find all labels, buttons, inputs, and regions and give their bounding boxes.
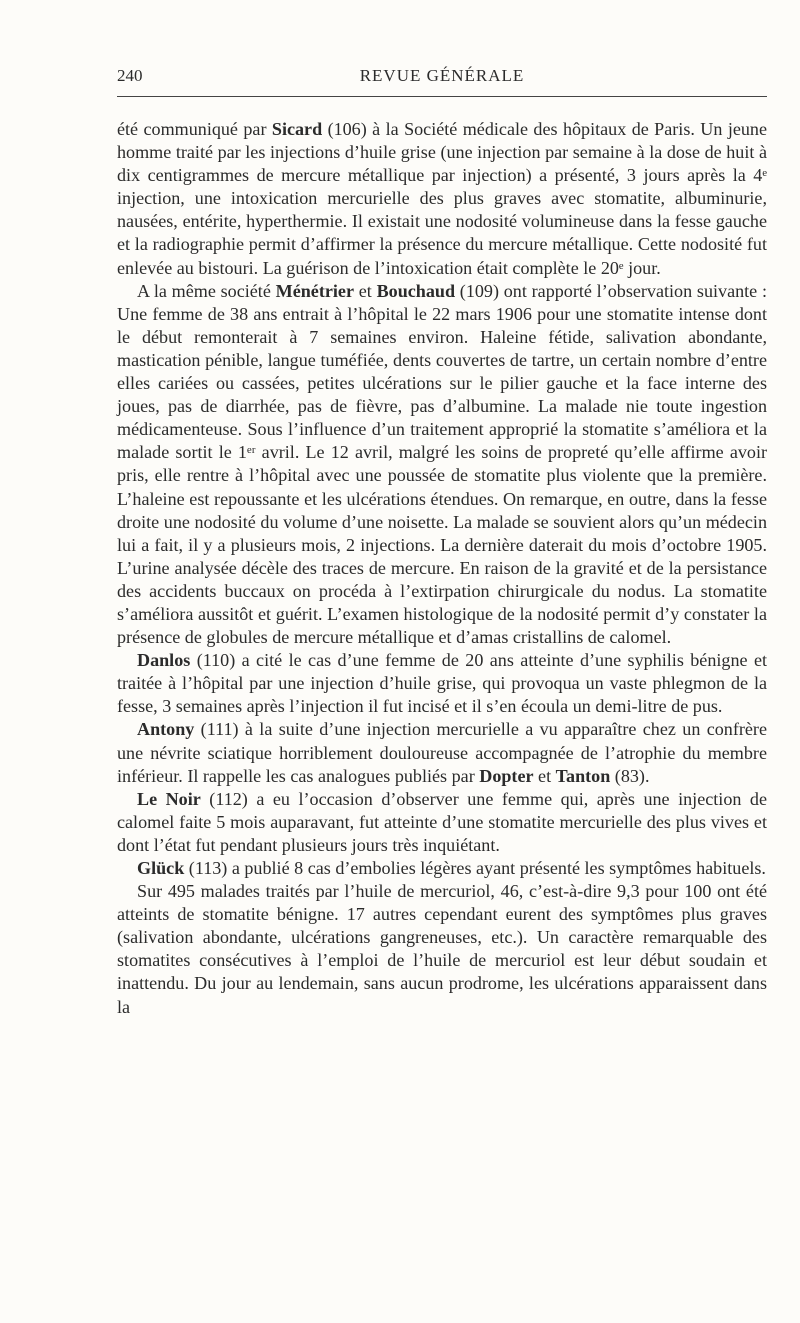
paragraph [117, 857, 767, 880]
paragraph [117, 118, 767, 280]
paragraph-text: A la même société [137, 280, 276, 301]
running-head: REVUE GÉNÉRALE [359, 66, 525, 85]
paragraph [117, 718, 767, 787]
author-name: Ménétrier [275, 280, 354, 301]
paragraph-text: et [533, 765, 556, 786]
author-name: Le Noir [137, 788, 201, 809]
paragraph-text: (109) ont rapporté l’observation suivante : Une femme de 38 ans entrait à l’hôpital le 22 mars 1906 pour une stomatite intense dont le début remonterait à 7 semaines environ. Haleine fétide, salivation abondante, mastication pénible, langue tuméfiée, dents couvertes de tartre, un certain nombre d’entre elles cariées ou cassées, petites ulcérations sur le pilier gauche et la face interne des joues, pas de diarrhée, pas de fièvre, pas d’albumine. La malade nie toute ingestion médicamenteuse. Sous l’influence d’un traitement approprié la stomatite s’améliora et la malade sortit le 1ᵉʳ avril. Le 12 avril, malgré les soins de propreté qu’elle affirme avoir pris, elle rentre à l’hôpital avec une poussée de stomatite plus violente que la première. L’haleine est repoussante et les ulcérations étendues. On remarque, en outre, dans la fesse droite une nodosité du volume d’une noisette. La malade se souvient alors qu’un médecin lui a fait, il y a plusieurs mois, 2 injections. La dernière daterait du mois d’octobre 1905. L’urine analysée décèle des traces de mercure. En raison de la gravité et de la persistance des accidents buccaux on procéda à l’extirpation chirurgicale du nodus. La stomatite s’améliora aussitôt et guérit. L’examen histologique de la nodosité permit d’y constater la présence de globules de mercure métallique et d’amas cristallins de calomel. [117, 280, 767, 648]
paragraph-text: (112) a eu l’occasion d’observer une femme qui, après une injection de calomel faite 5 mois auparavant, fut atteinte d’une stomatite mercurielle des plus vives et dont l’état fut pendant plusieurs jours très inquiétant. [117, 788, 768, 855]
author-name: Tanton [555, 765, 611, 786]
paragraph [117, 788, 767, 857]
paragraph-text: (110) a cité le cas d’une femme de 20 ans atteinte d’une syphilis bénigne et traitée à l’hôpital par une injection d’huile grise, qui provoqua un vaste phlegmon de la fesse, 3 semaines après l’injection il fut incisé et il s’en écoula un demi-litre de pus. [117, 650, 767, 717]
page-number: 240 [117, 66, 143, 85]
paragraph-text: (113) a publié 8 cas d’embolies légères ayant présenté les symptômes habituels. [184, 858, 766, 878]
author-name: Glück [137, 858, 185, 878]
header-rule [117, 96, 767, 97]
author-name: Danlos [137, 650, 191, 671]
author-name: Sicard [271, 119, 323, 139]
paragraph [117, 649, 767, 718]
author-name: Bouchaud [376, 280, 456, 301]
paragraph [117, 880, 767, 1019]
paragraph-text: (111) à la suite d’une injection mercurielle a vu apparaître chez un confrère une névrite sciatique horriblement douloureuse accompagnée de l’atrophie du membre inférieur. Il rappelle les cas analogues publiés par [117, 719, 767, 786]
page-header [117, 66, 767, 90]
paragraph-text: et [353, 280, 377, 301]
author-name: Dopter [479, 765, 534, 786]
paragraph [117, 280, 767, 650]
paragraph-text: Sur 495 malades traités par l’huile de mercuriol, 46, c’est-à-dire 9,3 pour 100 ont été atteints de stomatite bénigne. 17 autres cependant eurent des symptômes plus graves (salivation abondante, ulcérations gangreneuses, etc.). Un caractère remarquable des stomatites consécutives à l’emploi de l’huile de mercuriol est leur début soudain et inattendu. Du jour au lendemain, sans aucun prodrome, les ulcérations apparaissent dans la [117, 881, 767, 1017]
paragraph-text: été communiqué par [117, 119, 272, 139]
article-body [117, 118, 767, 1019]
paragraph-text: (106) à la Société médicale des hôpitaux de Paris. Un jeune homme traité par les injections d’huile grise (une injection par semaine à la dose de huit à dix centigrammes de mercure métallique par injection) a présenté, 3 jours après la 4ᵉ injection, une intoxication mercurielle des plus graves avec stomatite, albuminurie, nausées, entérite, hyperthermie. Il existait une nodosité volumineuse dans la fesse gauche et la radiographie permit d’affirmer la présence du mercure métallique. Cette nodosité fut enlevée au bistouri. La guérison de l’intoxication était complète le 20ᵉ jour. [117, 119, 767, 278]
paragraph-text: (83). [610, 765, 650, 786]
author-name: Antony [137, 719, 195, 740]
